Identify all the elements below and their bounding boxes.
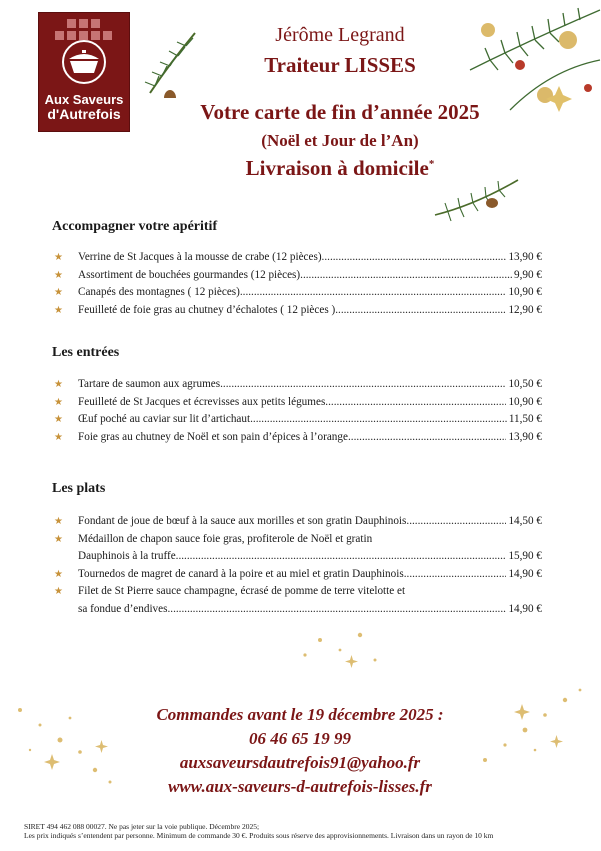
delivery-line bbox=[130, 156, 550, 181]
menu-item bbox=[52, 513, 542, 531]
menu-item-name: Filet de St Pierre sauce champagne, écrasé de pomme de terre vitelotte et bbox=[78, 585, 406, 597]
menu-item bbox=[52, 302, 542, 320]
pine-branch-icon bbox=[430, 175, 520, 230]
menu-item-price: 9,90 € bbox=[514, 268, 542, 281]
menu-item-name: Médaillon de chapon sauce foie gras, profiterole de Noël et gratin bbox=[78, 532, 373, 545]
menu-item-price: 15,90 € bbox=[508, 550, 542, 562]
section-title-aperitif: Accompagner votre apéritif bbox=[52, 219, 218, 234]
leader-dots bbox=[322, 249, 507, 267]
logo-text bbox=[39, 93, 129, 121]
logo-pot-icon bbox=[61, 39, 107, 85]
menu-item-price: 14,90 € bbox=[508, 602, 542, 615]
menu-item-name: Dauphinois à la truffe bbox=[78, 550, 176, 562]
menu-item bbox=[52, 376, 542, 394]
order-deadline: Commandes avant le 19 décembre 2025 : bbox=[156, 705, 444, 724]
leader-dots bbox=[240, 284, 507, 302]
star-bullet-icon: ★ bbox=[54, 269, 63, 281]
leader-dots bbox=[348, 429, 506, 447]
menu-item-name: Feuilleté de St Jacques et écrevisses aux petits légumes.. bbox=[78, 395, 331, 408]
star-bullet-icon: ★ bbox=[54, 414, 63, 425]
menu-item-name: Tournedos de magret de canard à la poire et au miel et gratin Dauphinois bbox=[78, 567, 404, 580]
legal-line-1: SIRET 494 462 088 00027. Ne pas jeter sur la voie publique. Décembre 2025; bbox=[24, 822, 260, 831]
menu-subtitle: (Noël et Jour de l’An) bbox=[261, 131, 419, 150]
leader-dots bbox=[406, 513, 506, 531]
sparkle-icon bbox=[290, 615, 390, 675]
traiteur-name: Traiteur LISSES bbox=[264, 53, 416, 77]
website-link[interactable]: www.aux-saveurs-d-autrefois-lisses.fr bbox=[168, 777, 432, 796]
leader-dots bbox=[404, 566, 507, 584]
logo-line1: Aux Saveurs bbox=[44, 92, 124, 107]
menu-item-line bbox=[78, 548, 542, 566]
menu-item-price: 14,90 € bbox=[508, 567, 542, 580]
delivery-star: * bbox=[428, 158, 435, 170]
leader-dots bbox=[300, 267, 512, 285]
leader-dots bbox=[331, 394, 507, 412]
menu-item-line bbox=[78, 513, 542, 531]
menu-item-price: 10,90 € bbox=[508, 286, 542, 298]
menu-item-line bbox=[78, 249, 542, 267]
menu-item bbox=[52, 394, 542, 412]
menu-item-line bbox=[78, 429, 542, 447]
menu-item bbox=[52, 566, 542, 584]
menu-item-line bbox=[78, 284, 542, 302]
email-address[interactable]: auxsaveursdautrefois91@yahoo.fr bbox=[179, 753, 421, 772]
logo bbox=[38, 12, 130, 132]
menu-item-line bbox=[78, 302, 542, 320]
menu-item-line bbox=[78, 566, 542, 584]
section-title-entrees: Les entrées bbox=[52, 345, 120, 360]
star-bullet-icon: ★ bbox=[54, 396, 63, 408]
leader-dots bbox=[176, 548, 507, 566]
star-bullet-icon: ★ bbox=[54, 252, 63, 263]
menu-item bbox=[52, 284, 542, 302]
star-bullet-icon: ★ bbox=[54, 568, 63, 580]
menu-item-name: Foie gras au chutney de Noël et son pain d’épices à l’orange bbox=[78, 430, 348, 443]
section-items-aperitif bbox=[52, 249, 542, 319]
star-bullet-icon: ★ bbox=[54, 533, 63, 545]
star-bullet-icon: ★ bbox=[54, 586, 63, 597]
menu-item-name: Verrine de St Jacques à la mousse de crabe (12 pièces) bbox=[78, 251, 322, 263]
menu-item bbox=[52, 267, 542, 285]
menu-title: Votre carte de fin d’année 2025 bbox=[200, 100, 480, 124]
chef-name: Jérôme Legrand bbox=[275, 24, 405, 46]
menu-item-name: Assortiment de bouchées gourmandes (12 pièces) bbox=[78, 268, 301, 281]
menu-item-price: 11,50 € bbox=[508, 413, 542, 425]
star-bullet-icon: ★ bbox=[54, 431, 63, 443]
menu-item-name: Œuf poché au caviar sur lit d’artichaut bbox=[78, 413, 251, 425]
menu-item bbox=[52, 583, 542, 618]
menu-item-name: sa fondue d’endives bbox=[78, 602, 168, 615]
menu-item-line bbox=[78, 267, 542, 285]
menu-item-name: Canapés des montagnes ( 12 pièces) bbox=[78, 286, 240, 298]
menu-item bbox=[52, 429, 542, 447]
legal-line-2: Les prix indiqués s’entendent par personne. Minimum de commande 30 €. Produits sous réserve des approvisionnements. Livraison dans un rayon de 10 km bbox=[24, 831, 494, 840]
star-bullet-icon: ★ bbox=[54, 304, 63, 316]
menu-item-price: 13,90 € bbox=[508, 251, 542, 263]
menu-item-price: 14,50 € bbox=[508, 515, 542, 527]
menu-item-price: 10,90 € bbox=[508, 395, 542, 408]
delivery-text: Livraison à domicile bbox=[245, 156, 429, 180]
menu-item-name: Feuilleté de foie gras au chutney d’échalotes ( 12 pièces ) bbox=[78, 303, 336, 316]
menu-item-line bbox=[78, 394, 542, 412]
leader-dots bbox=[220, 376, 506, 394]
legal-notice bbox=[24, 822, 493, 840]
section-items-entrees bbox=[52, 376, 542, 446]
menu-item-line bbox=[78, 411, 542, 429]
menu-item bbox=[52, 531, 542, 566]
menu-item-name: Tartare de saumon aux agrumes bbox=[78, 378, 221, 390]
menu-item-line bbox=[78, 376, 542, 394]
menu-item bbox=[52, 249, 542, 267]
menu-item-line bbox=[78, 583, 542, 601]
menu-item-price: 10,50 € bbox=[508, 378, 542, 390]
section-title-plats: Les plats bbox=[52, 481, 106, 496]
menu-item-name: Fondant de joue de bœuf à la sauce aux morilles et son gratin Dauphinois bbox=[78, 515, 407, 527]
menu-item-price: 12,90 € bbox=[508, 303, 542, 316]
menu-item-price: 13,90 € bbox=[508, 430, 542, 443]
leader-dots bbox=[335, 302, 506, 320]
menu-item bbox=[52, 411, 542, 429]
section-items-plats bbox=[52, 513, 542, 618]
menu-item-line bbox=[78, 531, 542, 549]
phone-number[interactable]: 06 46 65 19 99 bbox=[249, 729, 351, 748]
star-bullet-icon: ★ bbox=[54, 287, 63, 298]
star-bullet-icon: ★ bbox=[54, 379, 63, 390]
logo-line2: d'Autrefois bbox=[47, 106, 121, 122]
leader-dots bbox=[250, 411, 507, 429]
star-bullet-icon: ★ bbox=[54, 516, 63, 527]
